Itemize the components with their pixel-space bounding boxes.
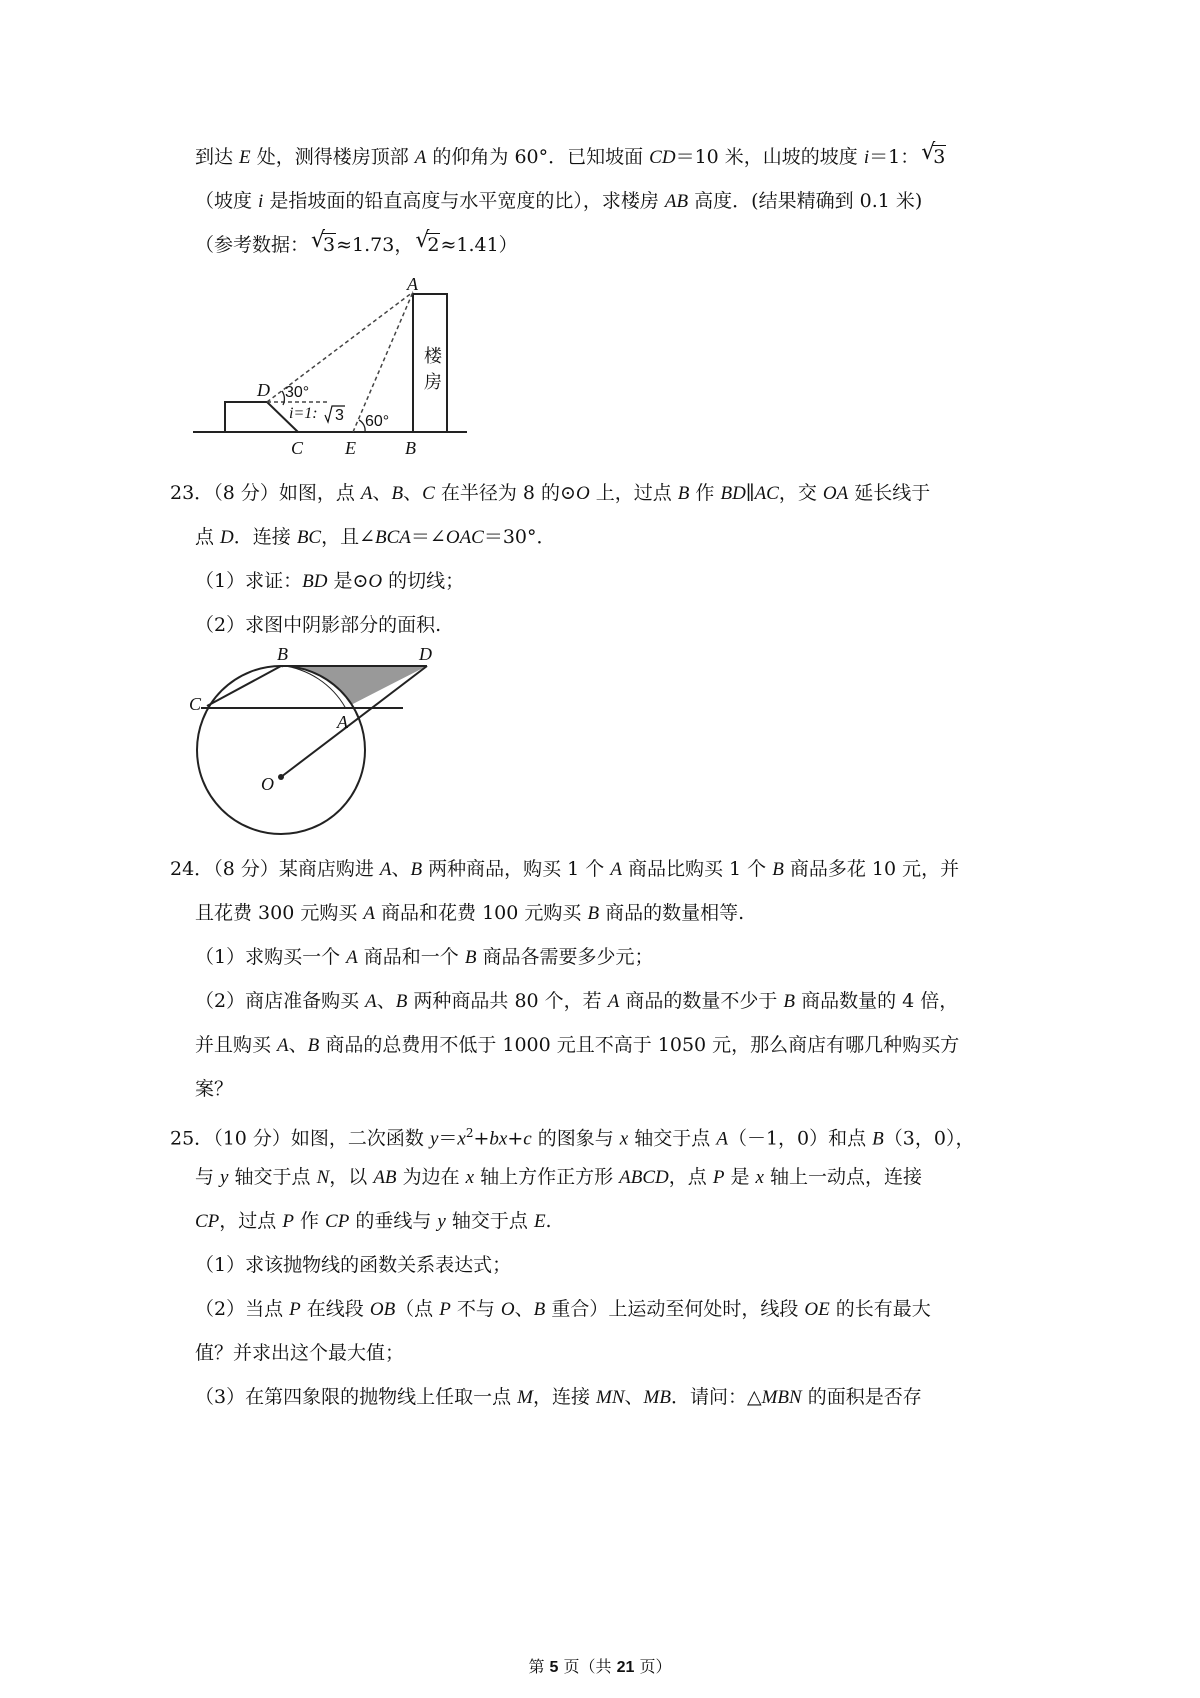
label-b: B	[405, 438, 416, 458]
p22-line2: （坡度 i 是指坡面的铅直高度与水平宽度的比），求楼房 AB 高度．(结果精确到 0.1 米)	[195, 190, 923, 212]
p25-q2: （2）当点 P 在线段 OB（点 P 不与 O、B 重合）上运动至何处时，线段 OE 的长有最大	[195, 1298, 931, 1320]
slope-sqrt-arg: 3	[335, 407, 344, 424]
p25-line2: 与 y 轴交于点 N，以 AB 为边在 x 轴上方作正方形 ABCD，点 P 是 x 轴上一动点，连接	[195, 1166, 922, 1188]
label-c: C	[189, 694, 202, 714]
p24-q2: （2）商店准备购买 A、B 两种商品共 80 个，若 A 商品的数量不少于 B 商品数量的 4 倍，	[195, 990, 959, 1012]
label-e: E	[345, 438, 356, 458]
figure-circle-tangent	[185, 640, 445, 840]
page-footer: 第 5 页（共 21 页）	[528, 1657, 672, 1676]
angle-60-label: 60°	[365, 413, 390, 430]
p22-line1: 到达 E 处，测得楼房顶部 A 的仰角为 60°．已知坡面 CD＝10 米，山坡的坡度 i＝1： √ 3	[195, 140, 946, 168]
p24-q2-line3: 案？	[195, 1078, 234, 1100]
label-d: D	[257, 380, 270, 400]
sqrt-symbol: √ 2	[415, 228, 440, 256]
building-label-1: 楼	[424, 346, 442, 366]
p25-q1: （1）求该抛物线的函数关系表达式；	[195, 1254, 512, 1276]
p23-q1: （1）求证：BD 是⊙O 的切线；	[195, 570, 465, 592]
label-c: C	[291, 438, 304, 458]
page-total: 21	[616, 1659, 635, 1676]
figure-building-slope	[185, 270, 485, 470]
p24-line1: 24．（8 分）某商店购进 A、B 两种商品，购买 1 个 A 商品比购买 1 个 B 商品多花 10 元，并	[170, 858, 960, 880]
p24-line2: 且花费 300 元购买 A 商品和花费 100 元购买 B 商品的数量相等.	[195, 902, 745, 924]
sight-line-e	[353, 292, 413, 432]
label-a: A	[337, 712, 348, 732]
p25-q2-line2: 值？并求出这个最大值；	[195, 1342, 405, 1364]
page-number: 5	[549, 1659, 559, 1676]
label-a: A	[407, 274, 418, 294]
center-point-o	[278, 774, 284, 780]
slope-platform	[225, 402, 298, 432]
circle-o	[197, 666, 365, 834]
angle-30-label: 30°	[285, 384, 310, 401]
building-label-2: 房	[424, 372, 442, 392]
p25-line3: CP，过点 P 作 CP 的垂线与 y 轴交于点 E.	[195, 1210, 552, 1232]
p23-q2: （2）求图中阴影部分的面积.	[195, 614, 442, 636]
p25-line1: 25．（10 分）如图，二次函数 $y=x^2+bx+c$ 的图象与 x 轴交于点 A（－1，0）和点 B（3，0），	[170, 1126, 975, 1150]
p23-line1: 23．（8 分）如图，点 A、B、C 在半径为 8 的⊙O 上，过点 B 作 BD∥AC，交 OA 延长线于	[170, 482, 931, 504]
p22-line3: （参考数据： √ 3≈1.73， √ 2≈1.41）	[195, 228, 518, 256]
p25-q3: （3）在第四象限的抛物线上任取一点 M，连接 MN、MB．请问：△MBN 的面积是否存	[195, 1386, 922, 1408]
label-o: O	[261, 774, 274, 794]
p23-line2: 点 D．连接 BC，且∠BCA＝∠OAC＝30°．	[195, 526, 556, 548]
p24-q2-line2: 并且购买 A、B 商品的总费用不低于 1000 元且不高于 1050 元，那么商店有哪几种购买方	[195, 1034, 960, 1056]
label-d: D	[419, 644, 432, 664]
sqrt-symbol: √ 3	[921, 140, 946, 168]
sqrt-symbol: √ 3	[311, 228, 336, 256]
label-b: B	[277, 644, 288, 664]
p24-q1: （1）求购买一个 A 商品和一个 B 商品各需要多少元；	[195, 946, 654, 968]
slope-ratio-label: i=1:	[289, 405, 318, 422]
